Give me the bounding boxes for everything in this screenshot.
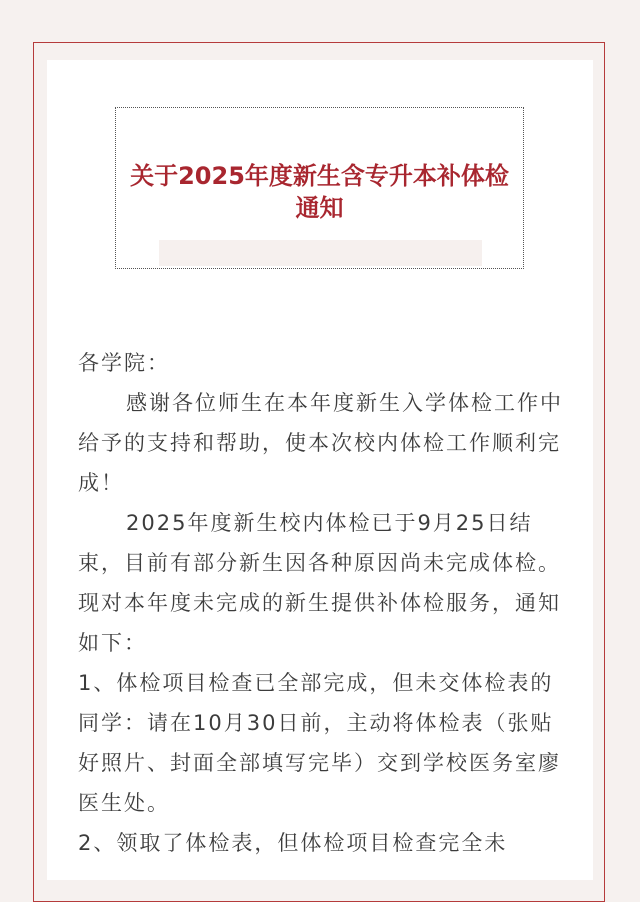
paragraph-item-1: 1、体检项目检查已全部完成，但未交体检表的同学：请在10月30日前，主动将体检表（张贴好照片、封面全部填写完毕）交到学校医务室廖医生处。 bbox=[78, 671, 561, 815]
paragraph-intro: 2025年度新生校内体检已于9月25日结束，目前有部分新生因各种原因尚未完成体检。现对本年度未完成的新生提供补体检服务，通知如下： bbox=[78, 511, 561, 655]
title-underline-bar bbox=[159, 240, 482, 266]
salutation: 各学院： bbox=[78, 351, 170, 375]
notice-body bbox=[78, 343, 564, 863]
paragraph-thanks: 感谢各位师生在本年度新生入学体检工作中给予的支持和帮助，使本次校内体检工作顺利完成！ bbox=[78, 391, 563, 495]
notice-title: 关于2025年度新生含专升本补体检通知 bbox=[130, 162, 509, 222]
title-box bbox=[115, 107, 524, 269]
paragraph-item-2: 2、领取了体检表，但体检项目检查完全未 bbox=[78, 831, 508, 855]
